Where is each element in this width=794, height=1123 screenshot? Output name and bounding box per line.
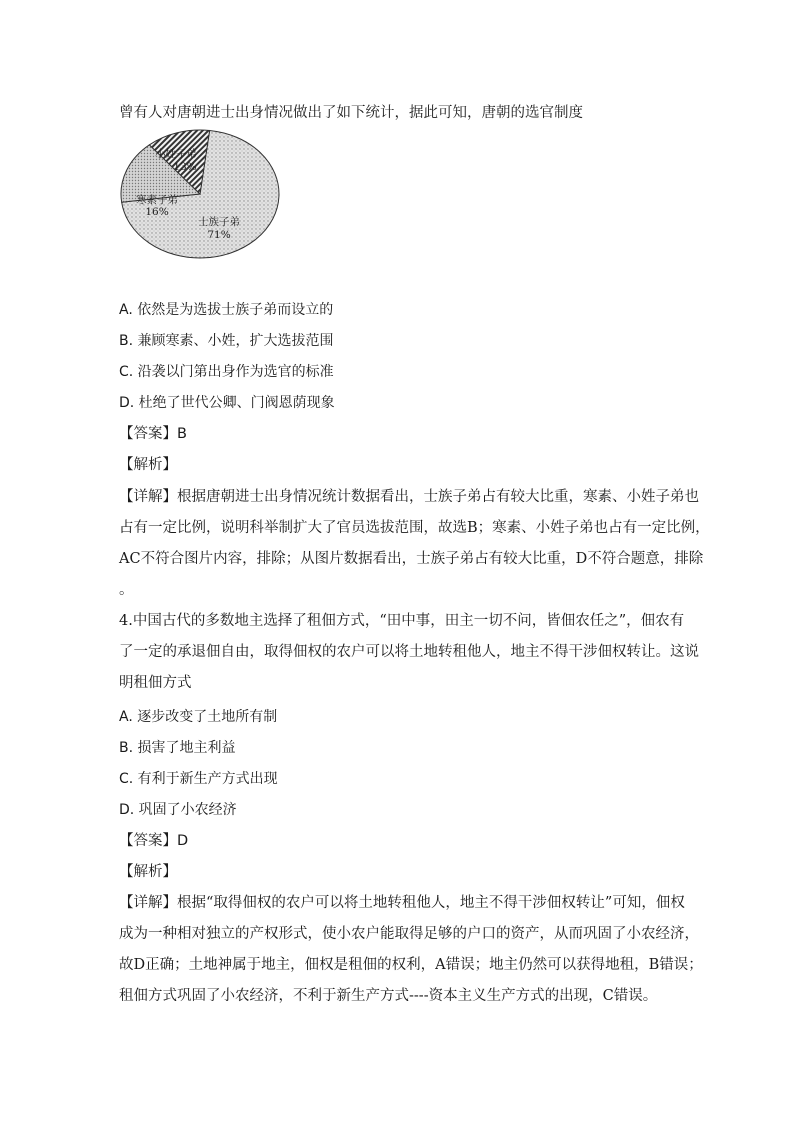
q4-stem-line-2: 了一定的承退佃自由，取得佃权的农户可以将土地转租他人，地主不得干涉佃权转让。这说 <box>119 644 699 660</box>
q3-answer-line <box>119 424 187 444</box>
q4-analysis-tag: 【解析】 <box>119 864 177 880</box>
q4-stem <box>119 606 699 699</box>
q3-detail-line-2: 占有一定比例，说明科举制扩大了官员选拔范围，故选B；寒素、小姓子弟也占有一定比例， <box>119 520 710 536</box>
pie-label-humble-pct: 16% <box>145 206 169 218</box>
q4-option-c: C. 有利于新生产方式出现 <box>119 771 278 787</box>
q3-detail <box>119 482 710 606</box>
q4-answer-line <box>119 831 188 851</box>
q3-answer-value: B <box>177 426 187 442</box>
q4-option-a: A. 逐步改变了土地所有制 <box>119 709 278 725</box>
q4-detail-line-1: 【详解】根据“取得佃权的农户可以将土地转租他人，地主不得干涉佃权转让”可知，佃权 <box>119 895 685 911</box>
q3-detail-line-4: 。 <box>119 582 134 598</box>
pie-label-small-clan-pct: 13% <box>173 161 197 173</box>
pie-label-gentry-pct: 71% <box>207 229 231 241</box>
q4-option-b: B. 损害了地主利益 <box>119 740 236 756</box>
q3-option-d: D. 杜绝了世代公卿、门阀恩荫现象 <box>119 395 335 411</box>
q3-stem: 曾有人对唐朝进士出身情况做出了如下统计，据此可知，唐朝的选官制度 <box>119 105 583 121</box>
q4-detail-line-4: 租佃方式巩固了小农经济，不利于新生产方式----资本主义生产方式的出现，C错误。 <box>119 988 658 1004</box>
pie-label-gentry-name: 士族子弟 <box>198 216 240 228</box>
q4-stem-line-3: 明租佃方式 <box>119 675 192 691</box>
q4-answer-value: D <box>177 833 189 849</box>
q4-detail-line-2: 成为一种相对独立的产权形式，使小农户能取得足够的户口的资产，从而巩固了小农经济， <box>119 926 699 942</box>
q3-detail-line-1: 【详解】根据唐朝进士出身情况统计数据看出，士族子弟占有较大比重，寒素、小姓子弟也 <box>119 489 699 505</box>
q3-option-c: C. 沿袭以门第出身作为选官的标准 <box>119 364 334 380</box>
q4-answer-tag: 【答案】 <box>119 833 177 849</box>
q4-option-d: D. 巩固了小农经济 <box>119 802 237 818</box>
pie-chart <box>119 128 281 260</box>
pie-label-humble-name: 寒素子弟 <box>136 194 178 206</box>
pie-label-small-clan-name: 小姓子弟 <box>155 148 197 160</box>
q4-stem-line-1: 4.中国古代的多数地主选择了租佃方式，“田中事，田主一切不问，皆佃农任之”，佃农有 <box>119 613 685 629</box>
q3-option-b: B. 兼顾寒素、小姓，扩大选拔范围 <box>119 333 334 349</box>
q3-answer-tag: 【答案】 <box>119 426 177 442</box>
q3-detail-line-3: AC不符合图片内容，排除；从图片数据看出，士族子弟占有较大比重，D不符合题意，排除 <box>119 551 704 567</box>
q4-detail <box>119 888 703 1012</box>
q3-analysis-tag: 【解析】 <box>119 457 177 473</box>
q3-option-a: A. 依然是为选拔士族子弟而设立的 <box>119 302 334 318</box>
q4-detail-line-3: 故D正确；土地神属于地主，佃权是租佃的权利，A错误；地主仍然可以获得地租，B错误； <box>119 957 703 973</box>
